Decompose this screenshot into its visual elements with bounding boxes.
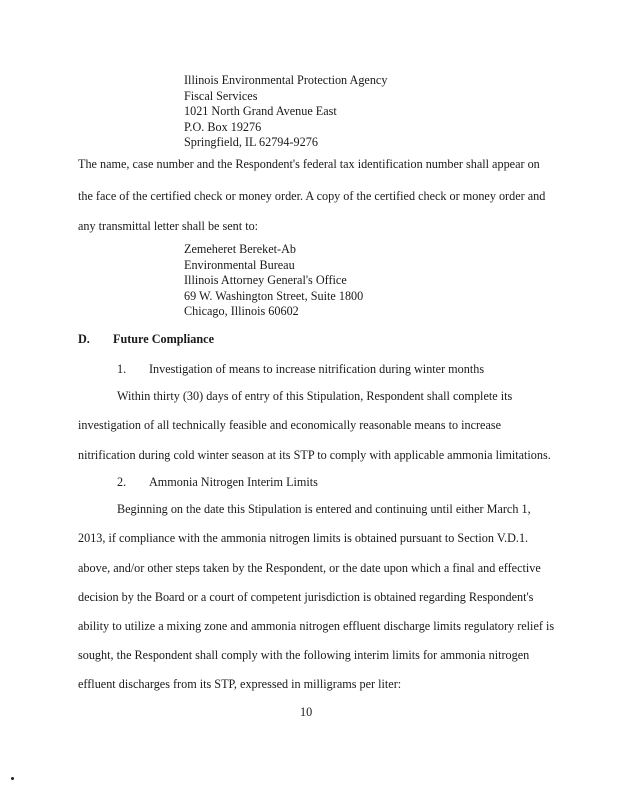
address-line: 69 W. Washington Street, Suite 1800 (184, 288, 364, 303)
paragraph-line: 2013, if compliance with the ammonia nitrogen limits is obtained pursuant to Section V.D.1. (78, 531, 529, 545)
item-title: Investigation of means to increase nitrification during winter months (149, 362, 485, 376)
address-line: Springfield, IL 62794-9276 (184, 135, 318, 149)
item-title: Ammonia Nitrogen Interim Limits (149, 475, 318, 489)
address-line: Illinois Attorney General's Office (184, 273, 347, 287)
paragraph-line: nitrification during cold winter season at its STP to comply with applicable ammonia limitations. (78, 448, 551, 462)
paragraph-line: sought, the Respondent shall comply with the following interim limits for ammonia nitrogen (78, 648, 530, 662)
paragraph-line: ability to utilize a mixing zone and ammonia nitrogen effluent discharge limits regulatory relief is (78, 619, 555, 633)
paragraph-line: any transmittal letter shall be sent to: (78, 219, 259, 233)
address-block-iepa (184, 73, 387, 151)
address-line: Zemeheret Bereket-Ab (184, 242, 296, 256)
scan-mark (11, 777, 14, 780)
address-line: Environmental Bureau (184, 257, 295, 272)
page-number: 10 (300, 705, 313, 719)
address-line: P.O. Box 19276 (184, 119, 262, 134)
address-line: Illinois Environmental Protection Agency (184, 73, 388, 87)
address-line: Chicago, Illinois 60602 (184, 304, 299, 318)
paragraph-line: Beginning on the date this Stipulation is entered and continuing until either March 1, (117, 502, 531, 516)
section-letter: D. (78, 332, 90, 346)
address-block-attorney-general (184, 242, 363, 320)
paragraph-line: the face of the certified check or money order. A copy of the certified check or money order and (78, 189, 546, 203)
paragraph-line: The name, case number and the Respondent's federal tax identification number shall appear on (78, 157, 540, 171)
item-number: 2. (117, 475, 127, 489)
address-line: 1021 North Grand Avenue East (184, 104, 337, 118)
paragraph-line: above, and/or other steps taken by the Respondent, or the date upon which a final and effective (78, 561, 541, 575)
paragraph-line: decision by the Board or a court of competent jurisdiction is obtained regarding Respondent's (78, 590, 534, 604)
item-number: 1. (117, 362, 127, 376)
section-title: Future Compliance (113, 332, 214, 346)
paragraph-line: effluent discharges from its STP, expressed in milligrams per liter: (78, 677, 402, 691)
address-line: Fiscal Services (184, 88, 258, 103)
paragraph-line: investigation of all technically feasible and economically reasonable means to increase (78, 418, 502, 432)
paragraph-line: Within thirty (30) days of entry of this Stipulation, Respondent shall complete its (117, 389, 513, 403)
